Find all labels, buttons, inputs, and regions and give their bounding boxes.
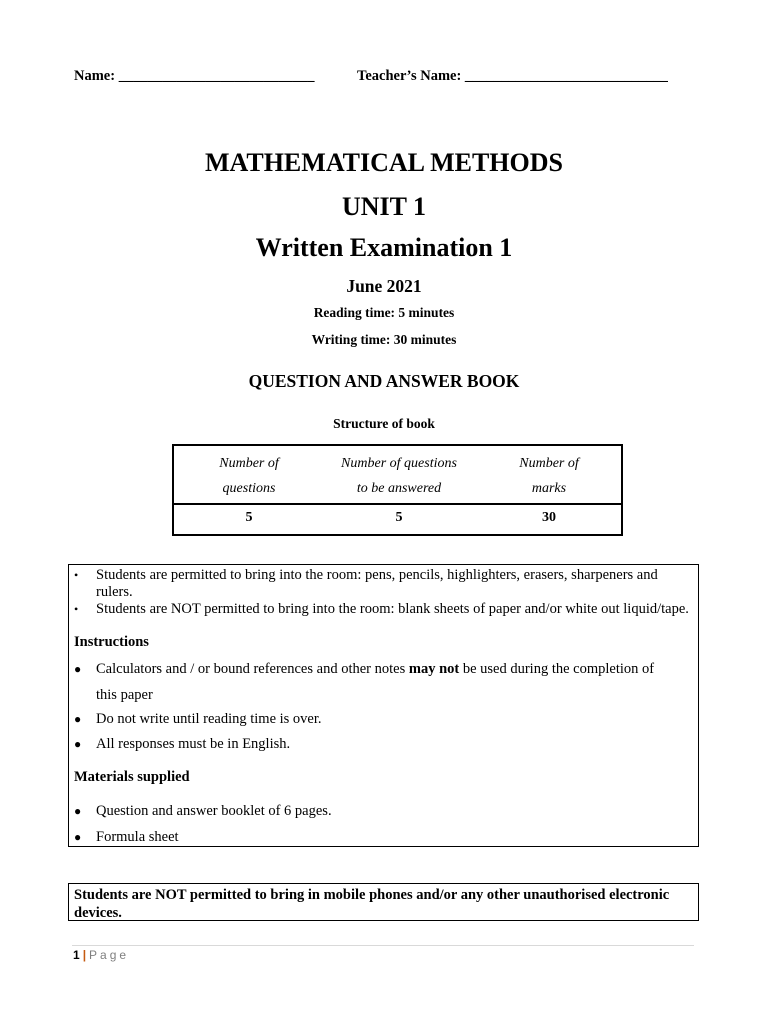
value-to-answer: 5 [395,510,403,525]
instructions-box: • Students are permitted to bring into the room: pens, pencils, highlighters, erasers, sharpeners and rulers. • Students are NOT permitted to bring into the room: blank sheets of paper and/or white out liquid/tape. Instructions ● Calculators and / or bound references and other notes may not be used during the completion of this paper ● Do not write until reading time is over. ● All responses must be in English. Materials supplied ● Question and answer booklet of 6 pages. ● Formula sheet [68,564,699,847]
bullet-icon: ● [74,830,82,844]
exam-date: June 2021 [346,276,422,296]
writing-time: Writing time: 30 minutes [311,332,457,347]
materials-heading: Materials supplied [74,769,190,785]
subject-title: MATHEMATICAL METHODS [204,148,563,177]
student-name-field[interactable]: Name: ___________________________ [74,68,315,84]
page-separator: | [82,948,87,962]
footer-divider [72,945,694,946]
value-questions: 5 [245,510,253,525]
instructions-heading: Instructions [74,634,149,650]
column-header-questions: Number of questions [219,456,279,496]
column-header-to-answer: Number of questions to be answered [341,456,457,496]
bullet-icon: ● [74,804,82,818]
bullet-icon: • [74,568,79,582]
teacher-name-field[interactable]: Teacher’s Name: ____________________________ [357,68,668,84]
value-marks: 30 [542,510,556,525]
book-title: QUESTION AND ANSWER BOOK [248,371,520,391]
page-number: 1 [73,948,80,962]
unit-title: UNIT 1 [341,192,427,221]
bullet-icon: • [74,602,79,616]
page-footer [73,948,129,962]
exam-title: Written Examination 1 [255,233,513,262]
structure-table-header [174,446,621,505]
structure-table [172,444,623,536]
bullet-icon: ● [74,712,82,726]
structure-title: Structure of book [333,416,435,431]
page-word: Page [89,948,130,962]
column-header-marks: Number of marks [519,456,579,496]
bullet-icon: ● [74,737,82,751]
bullet-icon: ● [74,662,82,676]
mobile-phone-warning: Students are NOT permitted to bring in mobile phones and/or any other unauthorised electronic devices. [68,883,699,921]
reading-time: Reading time: 5 minutes [313,305,455,320]
